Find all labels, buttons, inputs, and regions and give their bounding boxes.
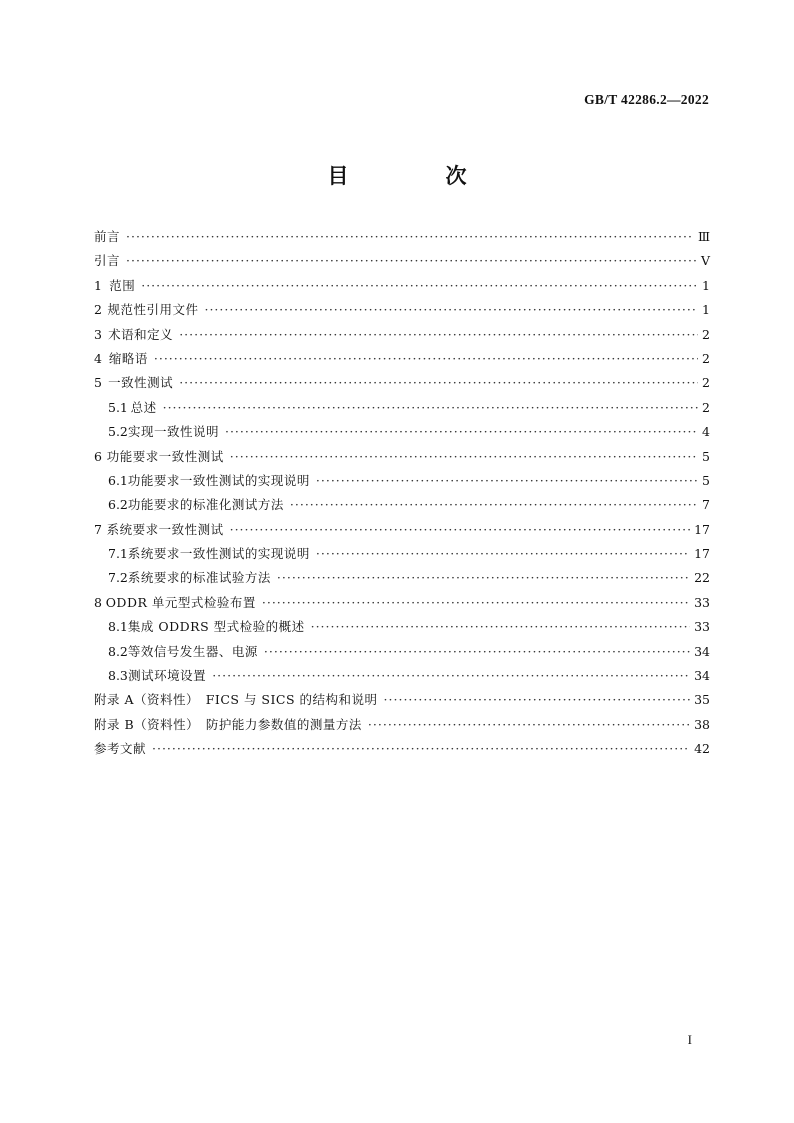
toc-entry[interactable] — [94, 372, 710, 396]
toc-entry-page: 17 — [694, 521, 710, 537]
toc-entry-number: 4 — [94, 350, 102, 366]
toc-entry-number: 7.1 — [108, 546, 128, 562]
toc-entry-number: 8.3 — [108, 668, 128, 684]
toc-leader-dots — [311, 616, 690, 638]
toc-entry-title: 规范性引用文件 — [107, 302, 199, 318]
toc-entry-page: 2 — [702, 375, 710, 391]
toc-entry-title: 附录 B（资料性） 防护能力参数值的测量方法 — [94, 716, 362, 732]
toc-leader-dots — [141, 275, 698, 297]
toc-entry[interactable] — [94, 446, 710, 470]
toc-entry-title: 功能要求的标准化测试方法 — [127, 497, 284, 513]
toc-entry-page: 38 — [694, 716, 710, 732]
toc-entry-page: 7 — [702, 497, 710, 513]
toc-leader-dots — [262, 592, 690, 614]
toc-entry-title: 一致性测试 — [108, 375, 174, 391]
toc-entry[interactable] — [94, 348, 710, 372]
toc-leader-dots — [230, 519, 691, 541]
toc-entry-number: 5.1 — [108, 399, 128, 415]
toc-entry-title: 范围 — [109, 277, 136, 293]
toc-entry-title: 功能要求一致性测试 — [106, 448, 224, 464]
toc-entry-number: 1 — [94, 277, 102, 293]
toc-entry[interactable] — [94, 592, 710, 616]
toc-entry-page: 42 — [694, 741, 710, 757]
toc-entry[interactable] — [94, 421, 710, 445]
toc-leader-dots — [290, 494, 698, 516]
toc-entry-page: Ⅲ — [697, 229, 710, 244]
toc-entry[interactable] — [94, 689, 710, 713]
toc-entry-title: 附录 A（资料性） FICS 与 SICS 的结构和说明 — [94, 692, 378, 708]
toc-entry-title: 引言 — [94, 253, 121, 269]
toc-entry-page: 1 — [702, 277, 710, 293]
toc-entry[interactable] — [94, 714, 710, 738]
toc-entry[interactable] — [94, 226, 710, 250]
toc-entry-page: 2 — [702, 350, 710, 366]
toc-entry-title: 系统要求的标准试验方法 — [127, 570, 271, 586]
toc-entry-page: 33 — [694, 594, 710, 610]
toc-entry-title: 系统要求一致性测试的实现说明 — [127, 546, 310, 562]
toc-leader-dots — [368, 714, 690, 736]
toc-entry-page: 22 — [694, 570, 710, 586]
toc-entry-number: 8.2 — [108, 643, 128, 659]
page-number: I — [687, 1032, 692, 1047]
toc-entry-number: 5 — [94, 375, 102, 391]
toc-entry-page: 5 — [702, 448, 710, 464]
toc-leader-dots — [163, 397, 698, 419]
toc-entry-page: Ⅴ — [700, 253, 710, 269]
toc-entry-number: 7.2 — [108, 570, 128, 586]
toc-leader-dots — [264, 641, 690, 663]
toc-entry-page: 2 — [702, 326, 710, 342]
toc-entry-page: 5 — [702, 472, 710, 488]
toc-entry-page: 17 — [694, 546, 710, 562]
toc-entry-title: 集成 ODDRS 型式检验的概述 — [127, 619, 305, 635]
toc-entry-page: 34 — [694, 668, 710, 684]
page-title: 目 次 — [327, 164, 505, 188]
toc-entry-title: 前言 — [94, 229, 121, 244]
toc-entry-number: 6 — [94, 448, 102, 464]
toc-entry-title: ODDR 单元型式检验布置 — [105, 594, 256, 610]
toc-entry[interactable] — [94, 299, 710, 323]
toc-leader-dots — [212, 665, 690, 687]
toc-entry[interactable] — [94, 494, 710, 518]
standard-code: GB/T 42286.2—2022 — [584, 92, 709, 107]
toc-leader-dots — [225, 421, 698, 443]
toc-leader-dots — [316, 543, 690, 565]
toc-entry-page: 35 — [694, 692, 710, 708]
toc-entry-number: 8 — [94, 594, 102, 610]
toc-entry[interactable] — [94, 616, 710, 640]
toc-entry-page: 1 — [702, 302, 710, 318]
toc-leader-dots — [126, 250, 697, 272]
toc-leader-dots — [316, 470, 698, 492]
toc-entry-page: 2 — [702, 399, 710, 415]
table-of-contents — [94, 226, 710, 763]
toc-entry-title: 测试环境设置 — [128, 668, 207, 684]
toc-entry[interactable] — [94, 738, 710, 762]
toc-entry-title: 缩略语 — [108, 350, 148, 366]
toc-entry[interactable] — [94, 470, 710, 494]
toc-entry-number: 7 — [94, 521, 102, 537]
toc-entry-title: 功能要求一致性测试的实现说明 — [127, 472, 310, 488]
toc-leader-dots — [179, 324, 698, 346]
toc-entry[interactable] — [94, 397, 710, 421]
toc-leader-dots — [179, 372, 698, 394]
toc-entry-title: 实现一致性说明 — [127, 424, 219, 440]
toc-leader-dots — [126, 226, 694, 248]
toc-entry[interactable] — [94, 250, 710, 274]
toc-entry-title: 等效信号发生器、电源 — [127, 643, 258, 659]
toc-entry[interactable] — [94, 665, 710, 689]
toc-entry-number: 3 — [94, 326, 102, 342]
toc-entry-page: 34 — [694, 643, 710, 659]
toc-leader-dots — [277, 567, 690, 589]
toc-leader-dots — [204, 299, 698, 321]
toc-entry-number: 6.2 — [108, 497, 128, 513]
toc-entry-number: 2 — [94, 302, 102, 318]
toc-leader-dots — [152, 738, 690, 760]
toc-leader-dots — [154, 348, 698, 370]
toc-entry-number: 5.2 — [108, 424, 128, 440]
toc-leader-dots — [384, 689, 691, 711]
toc-entry-title: 参考文献 — [94, 741, 147, 757]
toc-entry[interactable] — [94, 543, 710, 567]
toc-entry-page: 4 — [702, 424, 710, 440]
toc-entry-title: 术语和定义 — [108, 326, 174, 342]
toc-entry[interactable] — [94, 275, 710, 299]
toc-entry[interactable] — [94, 567, 710, 591]
toc-entry-title: 系统要求一致性测试 — [106, 521, 224, 537]
toc-entry-number: 8.1 — [108, 619, 128, 635]
toc-leader-dots — [230, 446, 698, 468]
toc-entry-title: 总述 — [130, 399, 157, 415]
toc-entry[interactable] — [94, 641, 710, 665]
toc-entry[interactable] — [94, 324, 710, 348]
toc-entry[interactable] — [94, 519, 710, 543]
toc-entry-page: 33 — [694, 619, 710, 635]
toc-entry-number: 6.1 — [108, 472, 128, 488]
